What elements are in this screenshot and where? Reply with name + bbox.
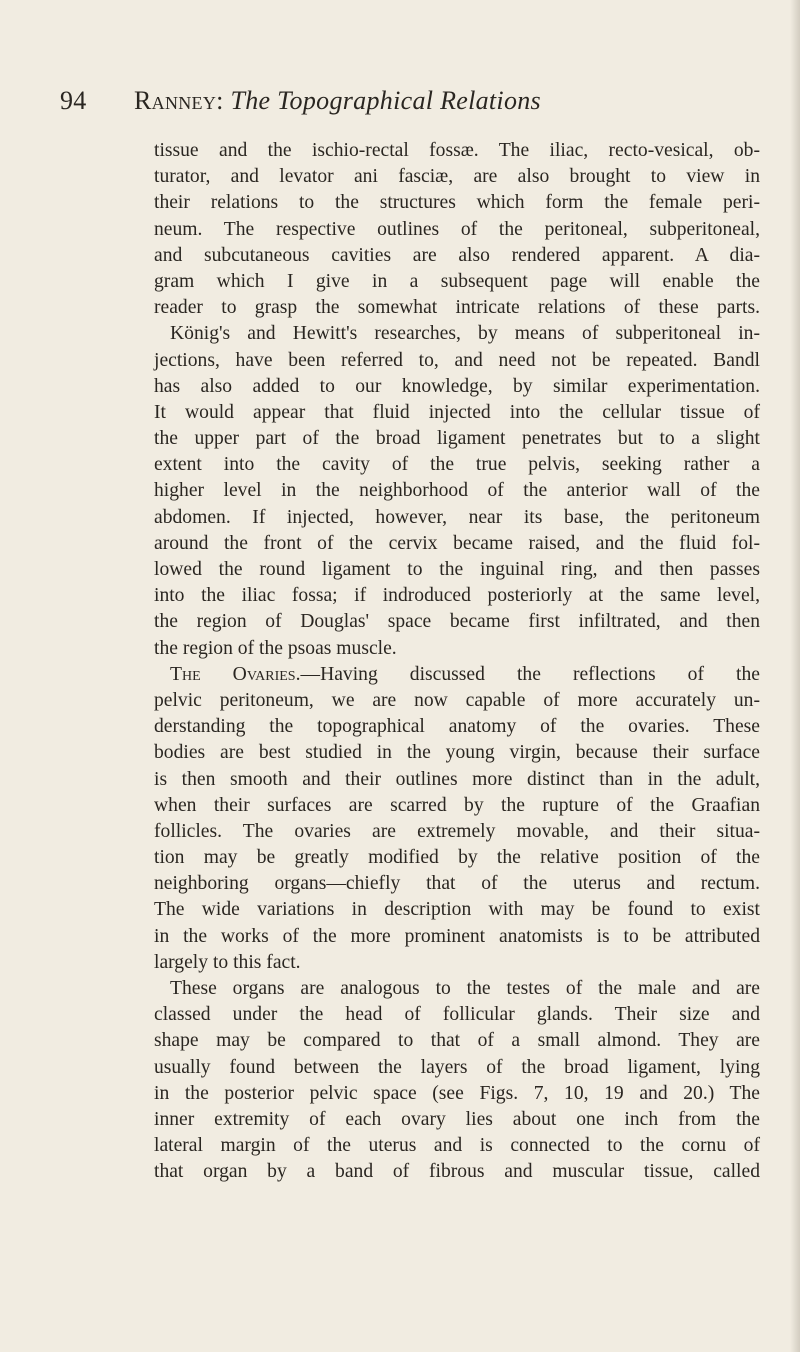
text-line: classed under the head of follicular glands. Their size and [154,1004,760,1026]
text-line: their relations to the structures which form the female peri- [154,192,760,214]
text-line: that organ by a band of fibrous and muscular tissue, called [154,1161,760,1183]
text-line: neighboring organs—chiefly that of the uterus and rectum. [154,873,760,895]
text-line: around the front of the cervix became raised, and the fluid fol- [154,532,760,554]
text-line: inner extremity of each ovary lies about one inch from the [154,1108,760,1130]
text-line: lateral margin of the uterus and is connected to the cornu of [154,1135,760,1157]
text-line: jections, have been referred to, and need not be repeated. Bandl [154,349,760,371]
running-head [134,86,541,116]
text-line: bodies are best studied in the young virgin, because their surface [154,742,760,764]
text-line: abdomen. If injected, however, near its base, the peritoneum [154,506,760,528]
text-line: the upper part of the broad ligament penetrates but to a slight [154,428,760,450]
text-line: turator, and levator ani fasciæ, are also brought to view in [154,166,760,188]
running-head-author: Ranney [134,86,217,115]
text-line: usually found between the layers of the broad ligament, lying [154,1056,760,1078]
text-line: the region of the psoas muscle. [154,637,397,659]
text-line: It would appear that fluid injected into the cellular tissue of [154,401,760,423]
text-line: tissue and the ischio-rectal fossæ. The iliac, recto-vesical, ob- [154,140,760,161]
text-line: and subcutaneous cavities are also rendered apparent. A dia- [154,244,760,266]
text-line: pelvic peritoneum, we are now capable of more accurately un- [154,689,760,711]
text-line: follicles. The ovaries are extremely movable, and their situa- [154,820,760,842]
text-line: derstanding the topographical anatomy of the ovaries. These [154,716,760,738]
text-line: neum. The respective outlines of the peritoneal, subperitoneal, [154,218,760,240]
running-head-title: The Topographical Relations [230,86,541,115]
text-line: largely to this fact. [154,951,301,973]
page-header [60,86,760,126]
section-heading: The Ovaries. [170,663,301,685]
text-line: when their surfaces are scarred by the rupture of the Graafian [154,794,760,816]
text-line: König's and Hewitt's researches, by means of subperitoneal in- [170,323,760,345]
text-line: gram which I give in a subsequent page will enable the [154,270,760,292]
text-line: higher level in the neighborhood of the anterior wall of the [154,480,760,502]
text-line: tion may be greatly modified by the relative position of the [154,847,760,869]
text-line: reader to grasp the somewhat intricate relations of these parts. [154,297,760,319]
text-line: shape may be compared to that of a small almond. They are [154,1030,760,1052]
page-edge-shadow [790,0,800,1352]
running-head-separator: : [216,86,224,115]
text-line: in the works of the more prominent anatomists is to be attributed [154,925,760,947]
text-line: lowed the round ligament to the inguinal ring, and then passes [154,559,760,580]
section-heading-line [170,662,760,688]
text-line: These organs are analogous to the testes of the male and are [170,978,760,999]
text-line: has also added to our knowledge, by similar experimentation. [154,375,760,397]
text-line: extent into the cavity of the true pelvis, seeking rather a [154,454,760,476]
body-text [154,138,760,1186]
text-line: —Having discussed the reflections of the [300,663,760,685]
text-line: into the iliac fossa; if indroduced posteriorly at the same level, [154,585,760,607]
text-line: the region of Douglas' space became first infiltrated, and then [154,611,760,633]
page-number: 94 [60,86,87,115]
text-line: in the posterior pelvic space (see Figs. 7, 10, 19 and 20.) The [154,1082,760,1104]
text-line: is then smooth and their outlines more distinct than in the adult, [154,768,760,790]
text-line: The wide variations in description with may be found to exist [154,899,760,921]
